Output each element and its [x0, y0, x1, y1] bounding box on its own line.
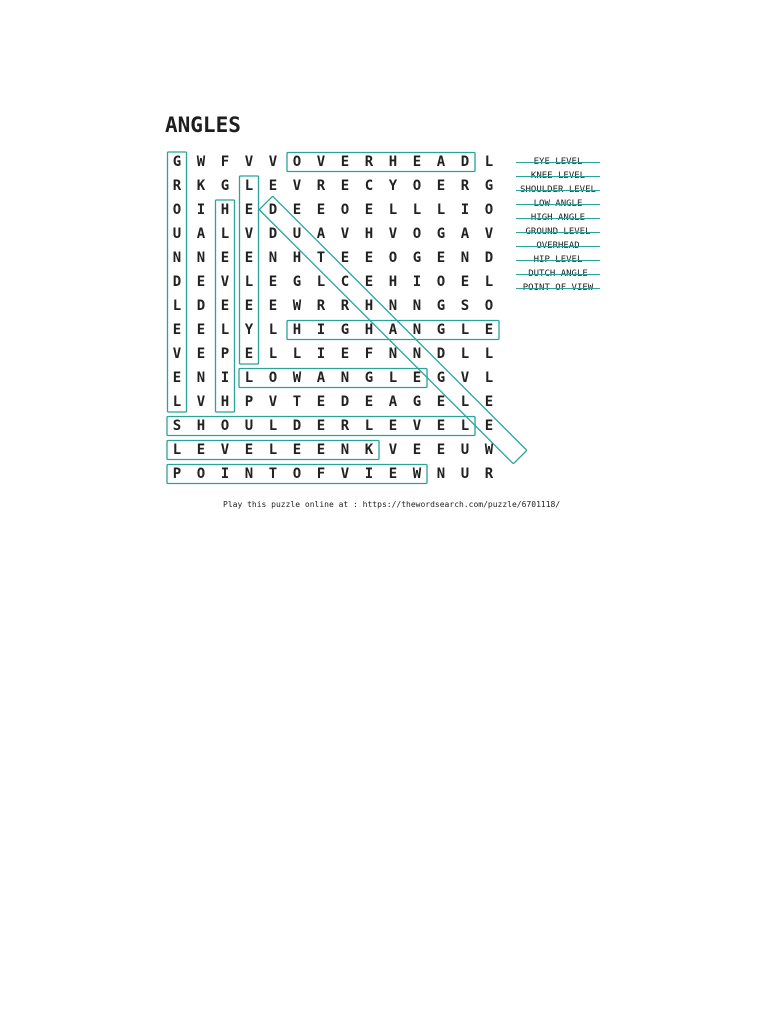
grid-letter[interactable]: V — [484, 226, 494, 242]
grid-letter[interactable]: G — [364, 370, 374, 386]
grid-letter[interactable]: L — [460, 394, 470, 410]
grid-letter[interactable]: E — [412, 154, 422, 170]
word-list-item — [512, 155, 604, 169]
grid-letter[interactable]: I — [364, 466, 374, 482]
grid-letter[interactable]: E — [196, 346, 206, 362]
grid-letter[interactable]: D — [436, 346, 446, 362]
word-list-item — [512, 239, 604, 253]
grid-letter[interactable]: L — [316, 274, 326, 290]
grid-letter[interactable]: D — [196, 298, 206, 314]
grid-letter[interactable]: A — [460, 226, 470, 242]
strike-through-line — [516, 274, 600, 275]
grid-letter[interactable]: V — [412, 418, 422, 434]
grid-letter[interactable]: A — [316, 226, 326, 242]
grid-letter[interactable]: W — [412, 466, 422, 482]
grid-letter[interactable]: E — [196, 322, 206, 338]
grid-letter[interactable]: D — [460, 154, 470, 170]
grid-letter[interactable]: E — [364, 202, 374, 218]
word-label: EYE LEVEL — [533, 157, 583, 167]
strike-through-line — [516, 218, 600, 219]
grid-letter[interactable]: G — [172, 154, 182, 170]
grid-letter[interactable]: O — [268, 370, 278, 386]
grid-letter[interactable]: W — [292, 298, 302, 314]
word-list-item — [512, 281, 604, 295]
grid-letter[interactable]: H — [388, 154, 398, 170]
grid-letter[interactable]: Y — [388, 178, 398, 194]
grid-letter[interactable]: E — [412, 370, 422, 386]
grid-letter[interactable]: E — [388, 466, 398, 482]
grid-letter[interactable]: V — [268, 154, 278, 170]
grid-letter[interactable]: E — [436, 442, 446, 458]
word-list-item — [512, 253, 604, 267]
grid-letter[interactable]: L — [388, 202, 398, 218]
grid-letter[interactable]: V — [388, 442, 398, 458]
grid-letter[interactable]: R — [316, 178, 326, 194]
grid-letter[interactable]: F — [220, 154, 230, 170]
grid-letter[interactable]: V — [292, 178, 302, 194]
grid-letter[interactable]: H — [388, 274, 398, 290]
grid-letter[interactable]: R — [316, 298, 326, 314]
grid-letter[interactable]: E — [316, 394, 326, 410]
grid-letter[interactable]: E — [460, 274, 470, 290]
grid-letter[interactable]: A — [388, 322, 398, 338]
grid-letter[interactable]: I — [316, 322, 326, 338]
word-label: DUTCH ANGLE — [528, 269, 588, 279]
grid-letter[interactable]: V — [268, 394, 278, 410]
grid-letter[interactable]: H — [220, 394, 230, 410]
grid-letter[interactable]: L — [292, 346, 302, 362]
grid-letter[interactable]: H — [292, 250, 302, 266]
grid-letter[interactable]: L — [268, 322, 278, 338]
grid-letter[interactable]: E — [316, 442, 326, 458]
grid-letter[interactable]: V — [244, 154, 254, 170]
grid-letter[interactable]: W — [292, 370, 302, 386]
grid-letter[interactable]: N — [268, 250, 278, 266]
word-list — [512, 155, 604, 295]
grid-letter[interactable]: U — [460, 466, 470, 482]
grid-letter[interactable]: P — [244, 394, 254, 410]
word-label: OVERHEAD — [536, 241, 580, 251]
grid-letter[interactable]: E — [412, 442, 422, 458]
grid-letter[interactable]: O — [196, 466, 206, 482]
grid-letter[interactable]: A — [196, 226, 206, 242]
grid-letter[interactable]: E — [364, 250, 374, 266]
grid-letter[interactable]: L — [484, 154, 494, 170]
grid-letter[interactable]: D — [268, 202, 278, 218]
strike-through-line — [516, 190, 600, 191]
grid-letter[interactable]: L — [220, 226, 230, 242]
grid-letter[interactable]: N — [340, 442, 350, 458]
grid-letter[interactable]: E — [436, 250, 446, 266]
grid-letter[interactable]: R — [484, 466, 494, 482]
grid-letter[interactable]: L — [484, 370, 494, 386]
grid-letter[interactable]: T — [316, 250, 326, 266]
grid-letter[interactable]: L — [460, 346, 470, 362]
grid-letter[interactable]: E — [388, 418, 398, 434]
strike-through-line — [516, 260, 600, 261]
grid-letter[interactable]: E — [436, 418, 446, 434]
grid-letter[interactable]: H — [196, 418, 206, 434]
grid-letter[interactable]: E — [316, 202, 326, 218]
grid-letter[interactable]: H — [364, 322, 374, 338]
grid-letter[interactable]: D — [292, 418, 302, 434]
grid-letter[interactable]: I — [196, 202, 206, 218]
grid-letter[interactable]: N — [172, 250, 182, 266]
grid-letter[interactable]: G — [220, 178, 230, 194]
word-label: SHOULDER LEVEL — [520, 185, 596, 195]
grid-letter[interactable]: O — [388, 250, 398, 266]
grid-letter[interactable]: P — [220, 346, 230, 362]
grid-letter[interactable]: V — [220, 442, 230, 458]
grid-letter[interactable]: L — [364, 418, 374, 434]
grid-letter[interactable]: L — [268, 418, 278, 434]
grid-letter[interactable]: O — [292, 466, 302, 482]
grid-letter[interactable]: O — [484, 298, 494, 314]
footer-url-text: Play this puzzle online at : https://thewordsearch.com/puzzle/6701118/ — [223, 500, 561, 509]
grid-letter[interactable]: E — [196, 442, 206, 458]
letter-grid — [165, 150, 501, 486]
grid-letter[interactable]: E — [292, 442, 302, 458]
grid-letter[interactable]: L — [460, 322, 470, 338]
grid-letter[interactable]: U — [292, 226, 302, 242]
grid-letter[interactable]: L — [172, 298, 182, 314]
grid-letter[interactable]: L — [268, 346, 278, 362]
grid-letter[interactable]: L — [388, 370, 398, 386]
grid-letter[interactable]: T — [292, 394, 302, 410]
grid-letter[interactable]: G — [412, 250, 422, 266]
grid-letter[interactable]: G — [436, 322, 446, 338]
grid-letter[interactable]: E — [340, 346, 350, 362]
grid-letter[interactable]: N — [196, 370, 206, 386]
grid-letter[interactable]: O — [412, 178, 422, 194]
grid-letter[interactable]: E — [220, 250, 230, 266]
grid-letter[interactable]: H — [364, 298, 374, 314]
word-label: HIP LEVEL — [533, 255, 583, 265]
grid-letter[interactable]: V — [316, 154, 326, 170]
grid-letter[interactable]: V — [172, 346, 182, 362]
grid-letter[interactable]: N — [388, 346, 398, 362]
grid-letter[interactable]: G — [436, 370, 446, 386]
grid-letter[interactable]: I — [220, 370, 230, 386]
grid-letter[interactable]: L — [244, 274, 254, 290]
grid-letter[interactable]: G — [292, 274, 302, 290]
grid-letter[interactable]: D — [172, 274, 182, 290]
grid-letter[interactable]: V — [196, 394, 206, 410]
grid-letter[interactable]: E — [268, 178, 278, 194]
grid-letter[interactable]: R — [364, 154, 374, 170]
grid-letter[interactable]: E — [244, 202, 254, 218]
grid-letter[interactable]: E — [484, 418, 494, 434]
grid-letter[interactable]: K — [364, 442, 374, 458]
grid-letter[interactable]: E — [340, 154, 350, 170]
grid-letter[interactable]: E — [364, 274, 374, 290]
grid-letter[interactable]: R — [340, 418, 350, 434]
grid-letter[interactable]: E — [436, 394, 446, 410]
grid-letter[interactable]: V — [460, 370, 470, 386]
grid-letter[interactable]: L — [172, 394, 182, 410]
grid-letter[interactable]: T — [268, 466, 278, 482]
grid-letter[interactable]: E — [364, 394, 374, 410]
word-list-item — [512, 197, 604, 211]
strike-through-line — [516, 232, 600, 233]
grid-letter[interactable]: E — [244, 298, 254, 314]
grid-letter[interactable]: H — [220, 202, 230, 218]
grid-letter[interactable]: L — [484, 274, 494, 290]
word-label: POINT OF VIEW — [522, 283, 594, 293]
grid-letter[interactable]: E — [436, 178, 446, 194]
grid-letter[interactable]: N — [412, 346, 422, 362]
grid-letter[interactable]: O — [412, 226, 422, 242]
grid-letter[interactable]: N — [196, 250, 206, 266]
word-label: HIGH ANGLE — [530, 213, 586, 223]
grid-letter[interactable]: Y — [244, 322, 254, 338]
grid-letter[interactable]: A — [436, 154, 446, 170]
grid-letter[interactable]: E — [244, 250, 254, 266]
grid-letter[interactable]: U — [460, 442, 470, 458]
grid-letter[interactable]: N — [412, 298, 422, 314]
word-list-item — [512, 267, 604, 281]
grid-letter[interactable]: S — [460, 298, 470, 314]
grid-letter[interactable]: O — [292, 154, 302, 170]
grid-letter[interactable]: L — [244, 178, 254, 194]
grid-letter[interactable]: L — [460, 418, 470, 434]
grid-letter[interactable]: O — [340, 202, 350, 218]
grid-letter[interactable]: O — [220, 418, 230, 434]
word-list-item — [512, 211, 604, 225]
grid-letter[interactable]: D — [340, 394, 350, 410]
grid-letter[interactable]: V — [340, 466, 350, 482]
word-label: GROUND LEVEL — [525, 227, 591, 237]
grid-letter[interactable]: D — [484, 250, 494, 266]
grid-letter[interactable]: R — [340, 298, 350, 314]
grid-letter[interactable]: H — [364, 226, 374, 242]
grid-letter[interactable]: I — [220, 466, 230, 482]
grid-letter[interactable]: V — [244, 226, 254, 242]
grid-letter[interactable]: L — [172, 442, 182, 458]
grid-letter[interactable]: N — [388, 298, 398, 314]
strike-through-line — [516, 162, 600, 163]
grid-letter[interactable]: R — [172, 178, 182, 194]
word-list-item — [512, 225, 604, 239]
grid-letter[interactable]: L — [484, 346, 494, 362]
grid-letter[interactable]: H — [292, 322, 302, 338]
grid-letter[interactable]: V — [340, 226, 350, 242]
grid-letter[interactable]: A — [316, 370, 326, 386]
grid-letter[interactable]: E — [196, 274, 206, 290]
grid-letter[interactable]: E — [292, 202, 302, 218]
grid-letter[interactable]: E — [244, 442, 254, 458]
grid-letter[interactable]: F — [364, 346, 374, 362]
grid-letter[interactable]: S — [172, 418, 182, 434]
grid-letter[interactable]: W — [196, 154, 206, 170]
strike-through-line — [516, 176, 600, 177]
word-label: KNEE LEVEL — [530, 171, 586, 181]
grid-letter[interactable]: V — [388, 226, 398, 242]
grid-letter[interactable]: A — [388, 394, 398, 410]
grid-letter[interactable]: E — [316, 418, 326, 434]
strike-through-line — [516, 246, 600, 247]
grid-letter[interactable]: V — [220, 274, 230, 290]
grid-letter[interactable]: N — [412, 322, 422, 338]
grid-letter[interactable]: D — [268, 226, 278, 242]
grid-letter[interactable]: E — [340, 250, 350, 266]
grid-letter[interactable]: R — [460, 178, 470, 194]
grid-letter[interactable]: E — [340, 178, 350, 194]
grid-letter[interactable]: E — [484, 322, 494, 338]
grid-letter[interactable]: E — [220, 298, 230, 314]
grid-letter[interactable]: G — [436, 226, 446, 242]
grid-letter[interactable]: N — [340, 370, 350, 386]
grid-letter[interactable]: U — [172, 226, 182, 242]
grid-letter[interactable]: G — [436, 298, 446, 314]
grid-letter[interactable]: L — [244, 370, 254, 386]
grid-letter[interactable]: I — [412, 274, 422, 290]
grid-letter[interactable]: C — [340, 274, 350, 290]
grid-letter[interactable]: E — [244, 346, 254, 362]
grid-letter[interactable]: W — [484, 442, 494, 458]
grid-letter[interactable]: U — [244, 418, 254, 434]
grid-letter[interactable]: L — [220, 322, 230, 338]
grid-letter[interactable]: E — [484, 394, 494, 410]
strike-through-line — [516, 204, 600, 205]
word-list-item — [512, 169, 604, 183]
grid-letter[interactable]: E — [172, 370, 182, 386]
grid-letter[interactable]: L — [268, 442, 278, 458]
grid-letter[interactable]: N — [460, 250, 470, 266]
grid-letter[interactable]: L — [412, 202, 422, 218]
grid-letter[interactable]: E — [172, 322, 182, 338]
grid-letter[interactable]: I — [460, 202, 470, 218]
grid-letter[interactable]: K — [196, 178, 206, 194]
grid-letter[interactable]: L — [436, 202, 446, 218]
grid-letter[interactable]: O — [484, 202, 494, 218]
grid-letter[interactable]: G — [484, 178, 494, 194]
grid-letter[interactable]: O — [172, 202, 182, 218]
puzzle-title: ANGLES — [165, 113, 241, 137]
grid-letter[interactable]: C — [364, 178, 374, 194]
grid-letter[interactable]: N — [436, 466, 446, 482]
grid-letter[interactable]: O — [436, 274, 446, 290]
grid-letter[interactable]: E — [268, 298, 278, 314]
word-label: LOW ANGLE — [533, 199, 583, 209]
strike-through-line — [516, 288, 600, 289]
grid-letter[interactable]: I — [316, 346, 326, 362]
word-list-item — [512, 183, 604, 197]
grid-letter[interactable]: N — [244, 466, 254, 482]
grid-letter[interactable]: P — [172, 466, 182, 482]
grid-letter[interactable]: E — [268, 274, 278, 290]
grid-letter[interactable]: F — [316, 466, 326, 482]
grid-letter[interactable]: G — [412, 394, 422, 410]
grid-letter[interactable]: G — [340, 322, 350, 338]
